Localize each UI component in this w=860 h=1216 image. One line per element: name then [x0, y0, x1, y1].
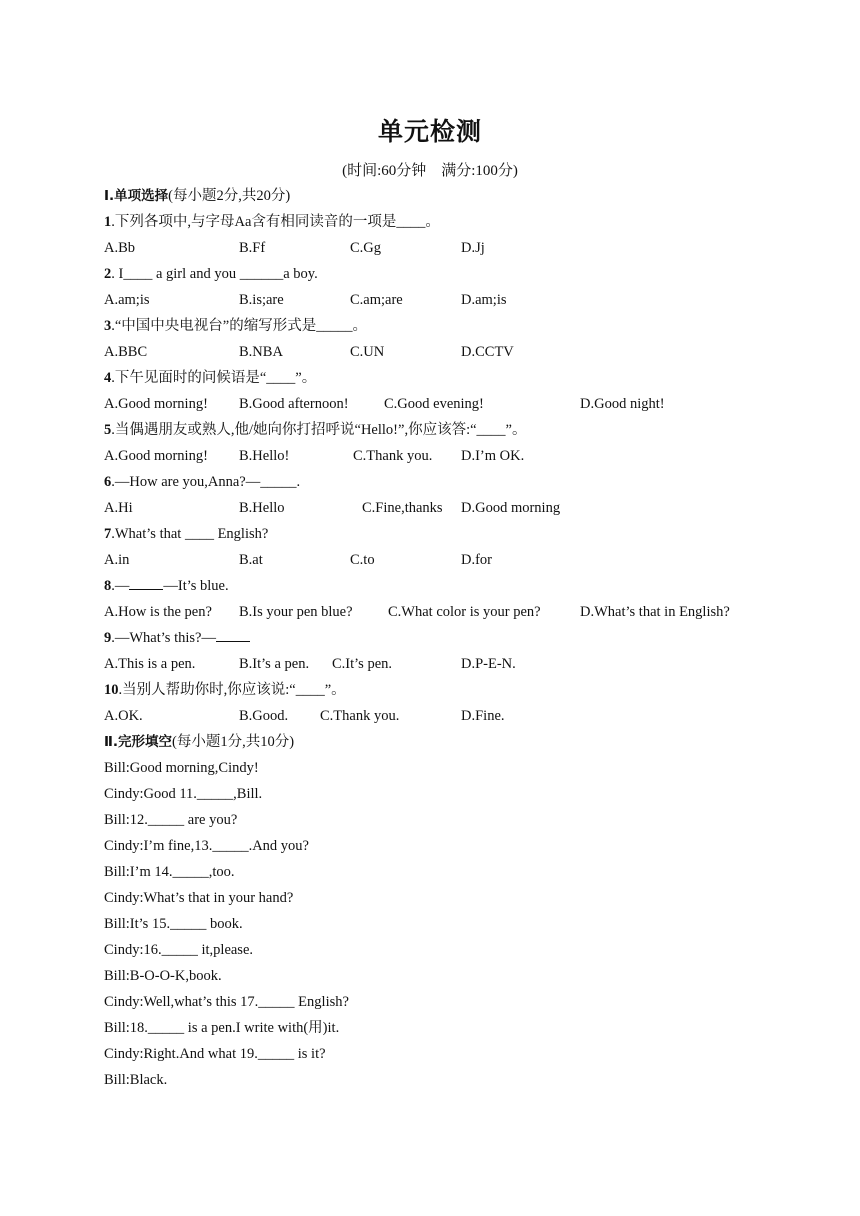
dialogue-line: Cindy:Well,what’s this 17._____ English? [104, 994, 349, 1010]
question-9 [104, 629, 250, 647]
question-text: .“中国中央电视台”的缩写形式是_____。 [111, 318, 367, 334]
option-c: C.It’s pen. [332, 656, 393, 672]
question-10 [104, 681, 346, 699]
option-c: C.What color is your pen? [388, 604, 541, 620]
dialogue-line: Bill:I’m 14._____,too. [104, 864, 235, 880]
question-text: . I____ a girl and you ______a boy. [111, 266, 318, 282]
dialogue-line: Cindy:Good 11._____,Bill. [104, 786, 263, 802]
option-a: A.Good morning! [104, 396, 208, 412]
question-number: 8 [104, 578, 112, 594]
dialogue-line: Bill:B-O-O-K,book. [104, 968, 222, 984]
dialogue-line: Bill:Black. [104, 1072, 168, 1088]
question-text: .—How are you,Anna?—_____. [111, 474, 301, 490]
option-b: B.NBA [239, 344, 283, 360]
page-title: 单元检测 [377, 117, 482, 146]
option-c: C.Thank you. [320, 708, 400, 724]
option-d: D.am;is [461, 292, 507, 308]
section2-heading: Ⅱ.完形填空 [104, 734, 173, 750]
question-number: 5 [104, 422, 112, 438]
dialogue-line: Cindy:What’s that in your hand? [104, 890, 294, 906]
question-text: .下列各项中,与字母Aa含有相同读音的一项是____。 [111, 214, 440, 230]
option-b: B.Ff [239, 240, 266, 256]
answer-blank [216, 629, 250, 642]
section2-note: (每小题1分,共10分) [172, 734, 295, 750]
section2-header [104, 733, 294, 751]
option-d: D.Jj [461, 240, 485, 256]
question-6 [104, 473, 300, 491]
option-c: C.am;are [350, 292, 403, 308]
question-8 [104, 577, 229, 595]
option-a: A.This is a pen. [104, 656, 196, 672]
option-a: A.am;is [104, 292, 150, 308]
option-c: C.UN [350, 344, 385, 360]
question-2 [104, 265, 318, 283]
option-a: A.Good morning! [104, 448, 208, 464]
option-b: B.Hello [239, 500, 285, 516]
question-7 [104, 525, 268, 543]
question-text: —It’s blue. [163, 578, 229, 594]
page-subtitle: (时间:60分钟 满分:100分) [342, 163, 518, 179]
question-number: 2 [104, 266, 112, 282]
option-a: A.Hi [104, 500, 133, 516]
option-c: C.Gg [350, 240, 382, 256]
option-b: B.Good. [239, 708, 289, 724]
option-d: D.What’s that in English? [580, 604, 730, 620]
dialogue-line: Bill:12._____ are you? [104, 812, 238, 828]
option-c: C.Good evening! [384, 396, 484, 412]
option-d: D.I’m OK. [461, 448, 525, 464]
question-5 [104, 421, 526, 439]
option-d: D.CCTV [461, 344, 514, 360]
dialogue-line: Cindy:I’m fine,13._____.And you? [104, 838, 309, 854]
question-number: 3 [104, 318, 112, 334]
dialogue-line: Cindy:16._____ it,please. [104, 942, 254, 958]
option-d: D.Fine. [461, 708, 505, 724]
option-b: B.at [239, 552, 263, 568]
option-c: C.Thank you. [353, 448, 433, 464]
question-1 [104, 213, 440, 231]
option-a: A.OK. [104, 708, 143, 724]
question-number: 1 [104, 214, 112, 230]
dialogue-line: Bill:Good morning,Cindy! [104, 760, 259, 776]
option-d: D.for [461, 552, 493, 568]
question-text: .—What’s this?— [111, 630, 216, 646]
option-b: B.Good afternoon! [239, 396, 349, 412]
option-a: A.Bb [104, 240, 136, 256]
question-number: 10 [104, 682, 119, 698]
question-3 [104, 317, 367, 335]
option-d: D.Good night! [580, 396, 665, 412]
option-b: B.Hello! [239, 448, 290, 464]
option-a: A.How is the pen? [104, 604, 212, 620]
option-a: A.BBC [104, 344, 148, 360]
dialogue-line: Bill:It’s 15._____ book. [104, 916, 243, 932]
question-text: .当偶遇朋友或熟人,他/她向你打招呼说“Hello!”,你应该答:“____”。 [111, 422, 527, 438]
option-d: D.P-E-N. [461, 656, 516, 672]
question-text: .What’s that ____ English? [111, 526, 269, 542]
option-b: B.It’s a pen. [239, 656, 310, 672]
question-text: .— [111, 578, 130, 594]
option-c: C.Fine,thanks [362, 500, 443, 516]
dialogue-line: Cindy:Right.And what 19._____ is it? [104, 1046, 326, 1062]
question-number: 4 [104, 370, 112, 386]
option-b: B.is;are [239, 292, 284, 308]
option-c: C.to [350, 552, 375, 568]
answer-blank [129, 577, 163, 590]
question-4 [104, 369, 316, 387]
section1-header [104, 187, 290, 205]
question-number: 7 [104, 526, 112, 542]
section1-heading: Ⅰ.单项选择 [104, 188, 169, 204]
option-a: A.in [104, 552, 130, 568]
question-number: 9 [104, 630, 112, 646]
option-b: B.Is your pen blue? [239, 604, 353, 620]
question-text: .当别人帮助你时,你应该说:“____”。 [118, 682, 346, 698]
question-text: .下午见面时的问候语是“____”。 [111, 370, 317, 386]
section1-note: (每小题2分,共20分) [168, 188, 291, 204]
question-number: 6 [104, 474, 112, 490]
dialogue-line: Bill:18._____ is a pen.I write with(用)it. [104, 1020, 340, 1036]
option-d: D.Good morning [461, 500, 561, 516]
